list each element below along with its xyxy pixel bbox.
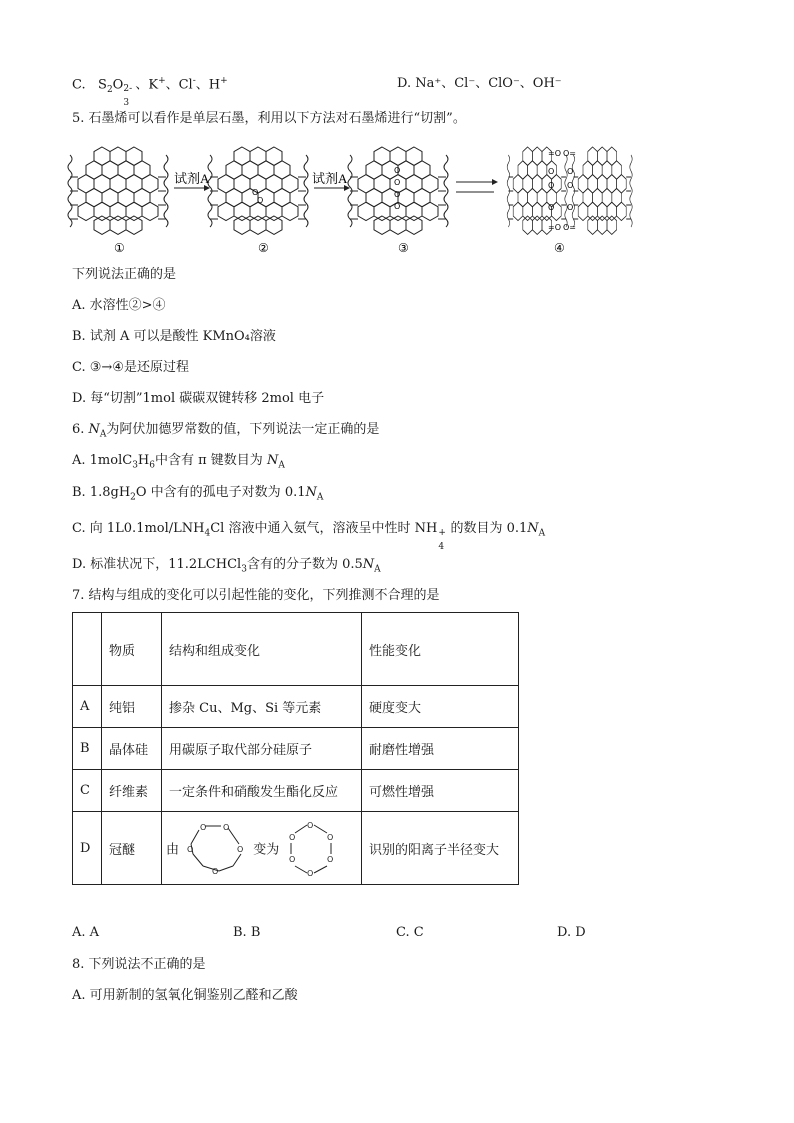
- subscript: 4: [438, 542, 445, 552]
- svg-text:O=: O=: [563, 149, 576, 158]
- table-row: [73, 686, 519, 728]
- table-cell: 用碳原子取代部分硅原子: [162, 728, 362, 770]
- q4-option-c: [72, 72, 228, 109]
- table-row: [73, 812, 519, 885]
- table-header-cell: 结构和组成变化: [162, 613, 362, 686]
- table-cell: C: [73, 770, 102, 812]
- q6-stem: [72, 421, 379, 444]
- avogadro-symbol: N: [266, 453, 279, 468]
- q6-option-b: [72, 484, 323, 507]
- svg-text:O: O: [237, 845, 244, 854]
- table-cell: 纤维素: [102, 770, 162, 812]
- svg-text:O: O: [307, 821, 314, 830]
- table-cell: 掺杂 Cu、Mg、Si 等元素: [162, 686, 362, 728]
- q5-option-c: C. ③→④是还原过程: [72, 360, 189, 375]
- table-row: [73, 770, 519, 812]
- stem-text: 为阿伏加德罗常数的值，下列说法一定正确的是: [106, 422, 380, 437]
- avogadro-symbol: N: [88, 422, 100, 437]
- table-header-cell: 物质: [102, 613, 162, 686]
- option-text: 中含有 π 键数目为: [155, 453, 267, 468]
- graphene-sheet-4-left: [507, 147, 567, 234]
- q5-option-a: A. 水溶性②>④: [72, 298, 166, 313]
- table-cell: 冠醚: [102, 812, 162, 885]
- figure-label-3: ③: [398, 241, 409, 255]
- table-header-cell: 性能变化: [362, 613, 519, 686]
- graphene-sheet-2: [208, 147, 308, 234]
- table-cell: D: [73, 812, 102, 885]
- subscript: 2: [130, 492, 136, 503]
- graphene-cutting-diagram: [66, 142, 636, 257]
- table-cell: 纯铝: [102, 686, 162, 728]
- q8-stem: 8. 下列说法不正确的是: [72, 957, 206, 972]
- q7-option-c: C. C: [396, 925, 424, 940]
- svg-text:O: O: [327, 833, 334, 842]
- svg-text:O: O: [548, 203, 555, 212]
- ion-text: 、H: [195, 77, 221, 93]
- subscript: A: [316, 492, 324, 503]
- subscript: A: [99, 429, 107, 440]
- reagent-a-label-1: 试剂A: [174, 171, 210, 186]
- q5-option-b: B. 试剂 A 可以是酸性 KMnO₄溶液: [72, 329, 276, 344]
- svg-text:O: O: [223, 823, 230, 832]
- superscript: +: [158, 76, 166, 86]
- q7-option-d: D. D: [557, 925, 586, 940]
- table-cell: 识别的阳离子半径变大: [362, 812, 519, 885]
- q7-option-a: A. A: [72, 925, 100, 940]
- svg-text:O: O: [394, 190, 401, 199]
- subscript: 3: [123, 98, 130, 109]
- q6-option-a: [72, 452, 285, 475]
- svg-text:O: O: [212, 867, 219, 876]
- option-text: H: [137, 453, 150, 468]
- svg-text:O: O: [327, 855, 334, 864]
- svg-text:O: O: [567, 181, 574, 190]
- q5-option-d: D. 每“切割”1mol 碳碳双键转移 2mol 电子: [72, 391, 325, 406]
- subscript: A: [278, 460, 285, 471]
- crown-ether-small-ring: [183, 816, 249, 880]
- q7-option-b: B. B: [233, 925, 261, 940]
- q6-option-c: [72, 520, 546, 552]
- figure-label-1: ①: [114, 241, 125, 255]
- svg-text:O: O: [567, 203, 574, 212]
- graphene-sheet-3: [348, 147, 448, 234]
- svg-text:=O: =O: [548, 223, 561, 232]
- q7-table: [72, 612, 519, 885]
- svg-text:O: O: [307, 869, 314, 878]
- svg-text:O=: O=: [563, 223, 576, 232]
- table-header-row: [73, 613, 519, 686]
- graphene-sheet-4-right: [572, 147, 632, 234]
- svg-text:=O: =O: [548, 149, 561, 158]
- svg-text:O: O: [289, 855, 296, 864]
- superscript: +: [220, 76, 228, 86]
- subscript: 6: [149, 460, 155, 471]
- table-cell: 晶体硅: [102, 728, 162, 770]
- option-label: D.: [397, 76, 412, 91]
- option-text: Cl 溶液中通入氨气，溶液呈中性时 NH: [210, 521, 438, 536]
- option-text: O 中含有的孤电子对数为 0.1: [135, 485, 306, 500]
- reagent-a-label-2: 试剂A: [312, 171, 348, 186]
- table-cell-crown-ether: [162, 812, 362, 885]
- option-text: B. 1.8gH: [72, 485, 131, 500]
- q7-stem: 7. 结构与组成的变化可以引起性能的变化，下列推测不合理的是: [72, 588, 440, 603]
- ion-text: S: [98, 77, 107, 93]
- superscript: -: [192, 76, 196, 86]
- table-cell-text: 变为: [253, 842, 280, 858]
- option-text: C. 向 1L0.1mol/LNH: [72, 521, 205, 536]
- subscript: A: [538, 528, 546, 539]
- reaction-arrow-3: [456, 179, 498, 192]
- svg-text:O: O: [548, 181, 555, 190]
- svg-text:O: O: [257, 196, 264, 205]
- svg-text:O: O: [200, 823, 207, 832]
- svg-text:O: O: [289, 833, 296, 842]
- subscript: 4: [204, 528, 211, 539]
- subscript: 3: [132, 460, 138, 471]
- q6-option-d: [72, 556, 381, 579]
- avogadro-symbol: N: [362, 557, 375, 572]
- superscript: +: [438, 528, 446, 538]
- avogadro-symbol: N: [527, 521, 539, 536]
- table-cell: 一定条件和硝酸发生酯化反应: [162, 770, 362, 812]
- avogadro-symbol: N: [305, 485, 317, 500]
- table-cell: 耐磨性增强: [362, 728, 519, 770]
- table-cell-text: 由: [166, 842, 180, 858]
- question-number: 6.: [72, 422, 89, 437]
- svg-text:O: O: [567, 167, 574, 176]
- table-header-cell: [73, 613, 102, 686]
- svg-text:O: O: [394, 178, 401, 187]
- svg-text:O: O: [548, 167, 555, 176]
- table-cell: 可燃性增强: [362, 770, 519, 812]
- subscript: 2: [106, 84, 113, 95]
- ion-text: 、Cl: [165, 77, 193, 93]
- q4-option-d: [397, 72, 562, 91]
- svg-text:O: O: [394, 202, 401, 211]
- option-text: 的数目为 0.1: [446, 521, 528, 536]
- table-cell: B: [73, 728, 102, 770]
- ion-text: 、K: [135, 77, 159, 93]
- figure-label-4: ④: [554, 241, 565, 255]
- crown-ether-large-ring: [283, 816, 343, 880]
- svg-text:O: O: [187, 845, 194, 854]
- subscript: 3: [241, 564, 247, 575]
- figure-label-2: ②: [258, 241, 269, 255]
- subscript: A: [374, 564, 381, 575]
- option-text: A. 1molC: [72, 453, 133, 468]
- option-label: C.: [72, 77, 86, 93]
- option-text: 含有的分子数为 0.5: [246, 557, 363, 572]
- option-text: D. 标准状况下，11.2LCHCl: [72, 557, 242, 572]
- ion-text: O: [112, 77, 124, 93]
- q5-stem: 5. 石墨烯可以看作是单层石墨，利用以下方法对石墨烯进行“切割”。: [72, 111, 466, 126]
- svg-text:O: O: [394, 166, 401, 175]
- superscript: 2-: [123, 84, 133, 95]
- option-text: Na⁺、Cl⁻、ClO⁻、OH⁻: [415, 76, 562, 91]
- q5-prompt: 下列说法正确的是: [72, 267, 177, 282]
- table-cell: A: [73, 686, 102, 728]
- table-row: [73, 728, 519, 770]
- table-cell: 硬度变大: [362, 686, 519, 728]
- svg-text:O: O: [252, 188, 259, 197]
- graphene-sheet-1: [68, 147, 168, 234]
- q8-option-a: A. 可用新制的氢氧化铜鉴别乙醛和乙酸: [72, 988, 298, 1003]
